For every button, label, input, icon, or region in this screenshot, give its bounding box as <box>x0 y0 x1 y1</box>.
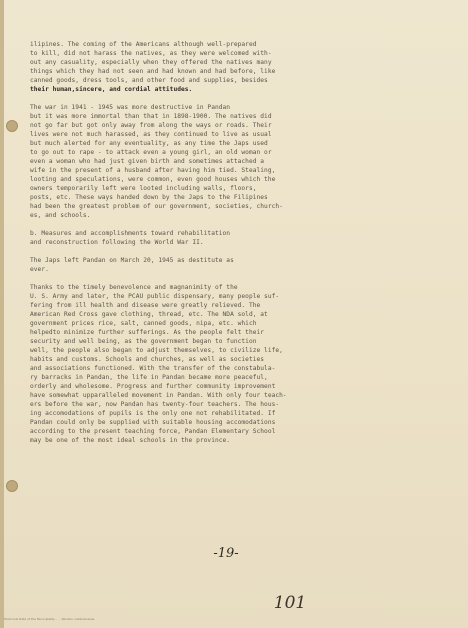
paragraph <box>30 103 450 220</box>
text-line: ing accomodations of pupils is the only one not rehabilitated. If <box>30 410 276 417</box>
text-line: ers before the war, now Pandan has twenty-four teachers. The hous- <box>30 401 280 408</box>
text-line: security and well being, as the government began to function <box>30 338 257 345</box>
text-line: even a woman who had just given birth and sometimes attached a <box>30 158 265 165</box>
text-line: but much alerted for any eventuality, as any time the Japs used <box>30 140 268 147</box>
text-line: according to the present teaching force, Pandan Elementary School <box>30 428 276 435</box>
text-line: well, the people also began to adjust themselves, to civilize life, <box>30 347 283 354</box>
handwritten-page-number: 101 <box>273 593 307 613</box>
text-line: canned goods, dress tools, and other food and supplies, besides <box>30 77 268 84</box>
text-line: The Japs left Pandan on March 20, 1945 as destitute as <box>30 257 234 264</box>
text-line: looting and speculations, were common, even good houses which the <box>30 176 276 183</box>
text-line: to go out to rape - to attack even a young girl, an old woman or <box>30 149 272 156</box>
text-line: wife in the present of a husband after having him tied. Stealing, <box>30 167 276 174</box>
punch-hole <box>6 480 18 492</box>
paragraph <box>30 40 450 94</box>
text-line: and reconstruction following the World War II. <box>30 239 204 246</box>
text-line: may be one of the most ideal schools in the province. <box>30 437 231 444</box>
text-line: es, and schools. <box>30 212 91 219</box>
paragraph <box>30 283 450 445</box>
text-line: had been the greatest problem of our government, societies, church- <box>30 203 283 210</box>
page-number: -19- <box>213 546 239 561</box>
text-line: Thanks to the timely benevolence and magnanimity of the <box>30 284 238 291</box>
text-line: posts, etc. These ways handed down by the Japs to the Filipines <box>30 194 268 201</box>
text-line: and associations functioned. With the transfer of the constabula- <box>30 365 276 372</box>
text-line: to kill, did not harass the natives, as they were welcomed with- <box>30 50 272 57</box>
text-line: ry barracks in Pandan, the life in Pandan became more peaceful, <box>30 374 268 381</box>
text-line: fering from ill health and disease were greatly relieved. The <box>30 302 261 309</box>
text-line: ilipines. The coming of the Americans although well-prepared <box>30 41 257 48</box>
text-line: The war in 1941 - 1945 was more destructive in Pandan <box>30 104 231 111</box>
text-line: helpedto minimize further sufferings. As the people felt their <box>30 329 265 336</box>
text-line: things which they had not seen and had known and had before, like <box>30 68 276 75</box>
paragraph <box>30 229 450 247</box>
text-line: have somewhat upparalleled movement in Pandan. With only four teach- <box>30 392 287 399</box>
text-line: but it was more immortal than that in 1898-1900. The natives did <box>30 113 272 120</box>
text-line: U. S. Army and later, the PCAU public dispensary, many people suf- <box>30 293 280 300</box>
punch-hole <box>6 120 18 132</box>
text-line: lives were not much harassed, as they continued to live as usual <box>30 131 272 138</box>
text-line: their human,sincere, and cordial attitudes. <box>30 86 193 93</box>
text-line: Pandan could only be supplied with suitable housing accomodations <box>30 419 276 426</box>
text-line: habits and customs. Schools and churches, as well as societies <box>30 356 265 363</box>
text-line: not go far but got only away from along the ways or roads. Their <box>30 122 272 129</box>
paragraph <box>30 256 450 274</box>
text-line: ever. <box>30 266 49 273</box>
page-edge <box>0 0 4 628</box>
archive-footer: Historical Data of the Municipality . . . Pandan, Catanduanes <box>4 617 95 621</box>
text-line: b. Measures and accomplishments toward rehabilitation <box>30 230 231 237</box>
text-line: owners temporarily left were looted including walls, floors, <box>30 185 257 192</box>
document-body <box>30 40 450 454</box>
text-line: government prices rice, salt, canned goods, nipa, etc. which <box>30 320 257 327</box>
text-line: out any casuality, especially when they offered the natives many <box>30 59 272 66</box>
text-line: orderly and wholesome. Progress and further community improvement <box>30 383 276 390</box>
text-line: American Red Cross gave clothing, thread, etc. The NDA sold, at <box>30 311 268 318</box>
